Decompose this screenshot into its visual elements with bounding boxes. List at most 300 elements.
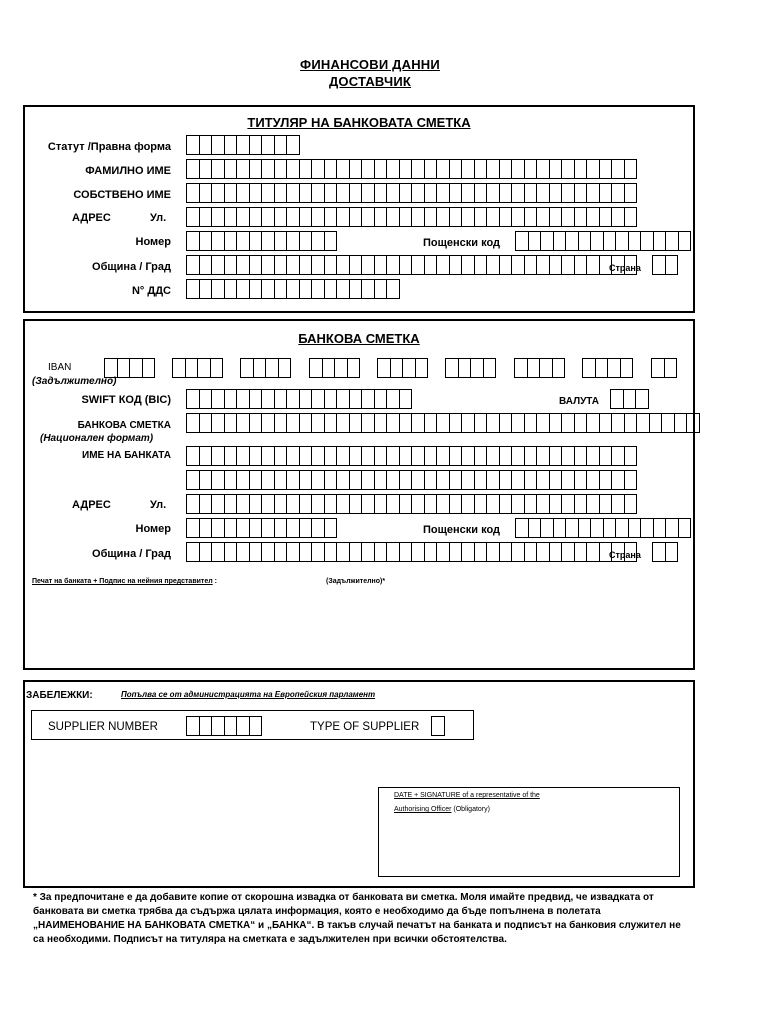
char-cell[interactable]	[325, 183, 338, 203]
char-cell[interactable]	[525, 207, 538, 227]
char-cell[interactable]	[262, 389, 275, 409]
char-cell[interactable]	[337, 389, 350, 409]
char-cell[interactable]	[275, 255, 288, 275]
char-cell[interactable]	[362, 542, 375, 562]
char-cell[interactable]	[566, 518, 579, 538]
char-cell[interactable]	[250, 231, 263, 251]
char-cell[interactable]	[187, 255, 200, 275]
char-cell[interactable]	[350, 494, 363, 514]
char-cell[interactable]	[475, 255, 488, 275]
char-cell[interactable]	[487, 542, 500, 562]
char-cell[interactable]	[237, 470, 250, 490]
char-cell[interactable]	[525, 159, 538, 179]
char-cell[interactable]	[641, 518, 654, 538]
char-cell[interactable]	[516, 231, 529, 251]
char-cell[interactable]	[525, 470, 538, 490]
char-cell[interactable]	[512, 446, 525, 466]
char-cell[interactable]	[212, 389, 225, 409]
char-cell[interactable]	[665, 358, 678, 378]
char-cell[interactable]	[325, 255, 338, 275]
char-cell[interactable]	[562, 494, 575, 514]
char-cell[interactable]	[262, 159, 275, 179]
char-cell[interactable]	[200, 542, 213, 562]
char-cell[interactable]	[325, 279, 338, 299]
char-cell[interactable]	[537, 255, 550, 275]
char-cell[interactable]	[600, 183, 613, 203]
char-cell[interactable]	[287, 279, 300, 299]
char-cell[interactable]	[250, 255, 263, 275]
char-cell[interactable]	[450, 159, 463, 179]
char-cell[interactable]	[350, 470, 363, 490]
char-cell[interactable]	[612, 413, 625, 433]
char-cell[interactable]	[400, 470, 413, 490]
char-cell[interactable]	[337, 494, 350, 514]
char-cell[interactable]	[537, 207, 550, 227]
char-cell[interactable]	[587, 470, 600, 490]
char-cell[interactable]	[312, 494, 325, 514]
char-cell[interactable]	[375, 279, 388, 299]
postcode-field[interactable]	[515, 231, 691, 251]
char-cell[interactable]	[212, 494, 225, 514]
char-cell[interactable]	[604, 518, 617, 538]
char-cell[interactable]	[537, 159, 550, 179]
char-cell[interactable]	[325, 494, 338, 514]
char-cell[interactable]	[653, 542, 666, 562]
char-cell[interactable]	[487, 207, 500, 227]
char-cell[interactable]	[687, 413, 700, 433]
char-cell[interactable]	[387, 446, 400, 466]
char-cell[interactable]	[225, 716, 238, 736]
char-cell[interactable]	[604, 231, 617, 251]
char-cell[interactable]	[200, 389, 213, 409]
char-cell[interactable]	[262, 542, 275, 562]
char-cell[interactable]	[375, 470, 388, 490]
char-cell[interactable]	[275, 470, 288, 490]
char-cell[interactable]	[325, 446, 338, 466]
char-cell[interactable]	[612, 446, 625, 466]
char-cell[interactable]	[225, 542, 238, 562]
char-cell[interactable]	[241, 358, 254, 378]
char-cell[interactable]	[575, 207, 588, 227]
char-cell[interactable]	[450, 207, 463, 227]
char-cell[interactable]	[500, 542, 513, 562]
char-cell[interactable]	[537, 542, 550, 562]
char-cell[interactable]	[237, 207, 250, 227]
char-cell[interactable]	[612, 494, 625, 514]
char-cell[interactable]	[612, 470, 625, 490]
char-cell[interactable]	[400, 494, 413, 514]
char-cell[interactable]	[362, 413, 375, 433]
city-field[interactable]	[186, 255, 637, 275]
char-cell[interactable]	[416, 358, 429, 378]
char-cell[interactable]	[624, 389, 637, 409]
firstname-field[interactable]	[186, 183, 637, 203]
char-cell[interactable]	[350, 542, 363, 562]
char-cell[interactable]	[312, 231, 325, 251]
char-cell[interactable]	[579, 518, 592, 538]
char-cell[interactable]	[387, 470, 400, 490]
char-cell[interactable]	[412, 542, 425, 562]
char-cell[interactable]	[310, 358, 323, 378]
char-cell[interactable]	[337, 255, 350, 275]
char-cell[interactable]	[312, 159, 325, 179]
char-cell[interactable]	[300, 183, 313, 203]
char-cell[interactable]	[237, 183, 250, 203]
swift-field[interactable]	[186, 389, 412, 409]
bank-name-field-2[interactable]	[186, 470, 637, 490]
char-cell[interactable]	[537, 413, 550, 433]
char-cell[interactable]	[425, 159, 438, 179]
char-cell[interactable]	[412, 413, 425, 433]
number-field[interactable]	[186, 231, 337, 251]
char-cell[interactable]	[375, 183, 388, 203]
char-cell[interactable]	[362, 494, 375, 514]
char-cell[interactable]	[279, 358, 292, 378]
bank-postcode-field[interactable]	[515, 518, 691, 538]
char-cell[interactable]	[287, 207, 300, 227]
char-cell[interactable]	[275, 135, 288, 155]
char-cell[interactable]	[200, 494, 213, 514]
char-cell[interactable]	[550, 494, 563, 514]
char-cell[interactable]	[350, 159, 363, 179]
currency-field[interactable]	[610, 389, 649, 409]
char-cell[interactable]	[562, 542, 575, 562]
char-cell[interactable]	[362, 159, 375, 179]
char-cell[interactable]	[312, 518, 325, 538]
char-cell[interactable]	[652, 358, 665, 378]
char-cell[interactable]	[525, 183, 538, 203]
char-cell[interactable]	[378, 358, 391, 378]
char-cell[interactable]	[583, 358, 596, 378]
char-cell[interactable]	[650, 413, 663, 433]
char-cell[interactable]	[362, 446, 375, 466]
char-cell[interactable]	[587, 542, 600, 562]
char-cell[interactable]	[237, 542, 250, 562]
char-cell[interactable]	[250, 183, 263, 203]
char-cell[interactable]	[312, 279, 325, 299]
char-cell[interactable]	[425, 255, 438, 275]
char-cell[interactable]	[337, 446, 350, 466]
char-cell[interactable]	[462, 494, 475, 514]
char-cell[interactable]	[312, 542, 325, 562]
char-cell[interactable]	[187, 183, 200, 203]
char-cell[interactable]	[287, 518, 300, 538]
char-cell[interactable]	[562, 159, 575, 179]
char-cell[interactable]	[553, 358, 566, 378]
char-cell[interactable]	[537, 470, 550, 490]
char-cell[interactable]	[375, 446, 388, 466]
char-cell[interactable]	[300, 389, 313, 409]
char-cell[interactable]	[337, 207, 350, 227]
char-cell[interactable]	[387, 207, 400, 227]
char-cell[interactable]	[375, 389, 388, 409]
char-cell[interactable]	[487, 413, 500, 433]
char-cell[interactable]	[575, 255, 588, 275]
char-cell[interactable]	[250, 446, 263, 466]
char-cell[interactable]	[550, 207, 563, 227]
char-cell[interactable]	[512, 470, 525, 490]
char-cell[interactable]	[537, 183, 550, 203]
iban-field-9[interactable]	[651, 358, 677, 378]
char-cell[interactable]	[487, 494, 500, 514]
char-cell[interactable]	[337, 279, 350, 299]
char-cell[interactable]	[537, 494, 550, 514]
char-cell[interactable]	[475, 183, 488, 203]
bank-number-field[interactable]	[186, 518, 337, 538]
char-cell[interactable]	[587, 159, 600, 179]
char-cell[interactable]	[173, 358, 186, 378]
char-cell[interactable]	[487, 159, 500, 179]
char-cell[interactable]	[187, 159, 200, 179]
char-cell[interactable]	[225, 183, 238, 203]
char-cell[interactable]	[554, 231, 567, 251]
char-cell[interactable]	[287, 183, 300, 203]
status-field[interactable]	[186, 135, 300, 155]
char-cell[interactable]	[636, 389, 649, 409]
char-cell[interactable]	[300, 518, 313, 538]
char-cell[interactable]	[350, 446, 363, 466]
char-cell[interactable]	[350, 207, 363, 227]
char-cell[interactable]	[362, 183, 375, 203]
char-cell[interactable]	[143, 358, 156, 378]
char-cell[interactable]	[484, 358, 497, 378]
char-cell[interactable]	[512, 413, 525, 433]
char-cell[interactable]	[462, 207, 475, 227]
char-cell[interactable]	[550, 159, 563, 179]
char-cell[interactable]	[462, 159, 475, 179]
char-cell[interactable]	[275, 446, 288, 466]
char-cell[interactable]	[250, 413, 263, 433]
char-cell[interactable]	[412, 494, 425, 514]
char-cell[interactable]	[212, 446, 225, 466]
bank-street-field[interactable]	[186, 494, 637, 514]
char-cell[interactable]	[300, 207, 313, 227]
char-cell[interactable]	[575, 159, 588, 179]
char-cell[interactable]	[287, 231, 300, 251]
char-cell[interactable]	[287, 255, 300, 275]
char-cell[interactable]	[550, 183, 563, 203]
char-cell[interactable]	[400, 413, 413, 433]
char-cell[interactable]	[616, 231, 629, 251]
char-cell[interactable]	[487, 255, 500, 275]
char-cell[interactable]	[450, 470, 463, 490]
char-cell[interactable]	[412, 255, 425, 275]
char-cell[interactable]	[237, 279, 250, 299]
char-cell[interactable]	[237, 231, 250, 251]
char-cell[interactable]	[325, 231, 338, 251]
char-cell[interactable]	[200, 279, 213, 299]
char-cell[interactable]	[625, 470, 638, 490]
char-cell[interactable]	[237, 159, 250, 179]
char-cell[interactable]	[459, 358, 472, 378]
char-cell[interactable]	[500, 446, 513, 466]
char-cell[interactable]	[425, 494, 438, 514]
char-cell[interactable]	[437, 494, 450, 514]
char-cell[interactable]	[600, 494, 613, 514]
char-cell[interactable]	[587, 255, 600, 275]
char-cell[interactable]	[250, 494, 263, 514]
char-cell[interactable]	[300, 159, 313, 179]
char-cell[interactable]	[629, 518, 642, 538]
char-cell[interactable]	[400, 542, 413, 562]
char-cell[interactable]	[587, 183, 600, 203]
char-cell[interactable]	[375, 255, 388, 275]
char-cell[interactable]	[287, 470, 300, 490]
char-cell[interactable]	[300, 470, 313, 490]
char-cell[interactable]	[666, 542, 679, 562]
char-cell[interactable]	[462, 446, 475, 466]
char-cell[interactable]	[275, 494, 288, 514]
char-cell[interactable]	[105, 358, 118, 378]
char-cell[interactable]	[387, 413, 400, 433]
char-cell[interactable]	[212, 255, 225, 275]
char-cell[interactable]	[612, 183, 625, 203]
char-cell[interactable]	[287, 494, 300, 514]
char-cell[interactable]	[212, 207, 225, 227]
char-cell[interactable]	[250, 716, 263, 736]
char-cell[interactable]	[400, 159, 413, 179]
char-cell[interactable]	[212, 231, 225, 251]
char-cell[interactable]	[187, 279, 200, 299]
char-cell[interactable]	[200, 716, 213, 736]
char-cell[interactable]	[550, 446, 563, 466]
char-cell[interactable]	[462, 413, 475, 433]
char-cell[interactable]	[412, 207, 425, 227]
char-cell[interactable]	[475, 494, 488, 514]
char-cell[interactable]	[512, 542, 525, 562]
char-cell[interactable]	[608, 358, 621, 378]
iban-field-4[interactable]	[309, 358, 360, 378]
char-cell[interactable]	[337, 542, 350, 562]
char-cell[interactable]	[529, 518, 542, 538]
char-cell[interactable]	[462, 542, 475, 562]
char-cell[interactable]	[666, 518, 679, 538]
char-cell[interactable]	[225, 159, 238, 179]
char-cell[interactable]	[412, 183, 425, 203]
char-cell[interactable]	[612, 159, 625, 179]
char-cell[interactable]	[237, 716, 250, 736]
char-cell[interactable]	[187, 716, 200, 736]
char-cell[interactable]	[611, 389, 624, 409]
char-cell[interactable]	[237, 255, 250, 275]
char-cell[interactable]	[250, 207, 263, 227]
char-cell[interactable]	[387, 279, 400, 299]
char-cell[interactable]	[187, 135, 200, 155]
char-cell[interactable]	[312, 413, 325, 433]
char-cell[interactable]	[287, 413, 300, 433]
char-cell[interactable]	[662, 413, 675, 433]
char-cell[interactable]	[537, 446, 550, 466]
char-cell[interactable]	[362, 279, 375, 299]
char-cell[interactable]	[512, 159, 525, 179]
char-cell[interactable]	[653, 255, 666, 275]
char-cell[interactable]	[575, 413, 588, 433]
char-cell[interactable]	[200, 135, 213, 155]
char-cell[interactable]	[387, 389, 400, 409]
char-cell[interactable]	[262, 207, 275, 227]
char-cell[interactable]	[679, 518, 692, 538]
char-cell[interactable]	[600, 207, 613, 227]
bank-city-field[interactable]	[186, 542, 637, 562]
char-cell[interactable]	[250, 159, 263, 179]
char-cell[interactable]	[437, 542, 450, 562]
char-cell[interactable]	[300, 542, 313, 562]
char-cell[interactable]	[262, 231, 275, 251]
char-cell[interactable]	[525, 413, 538, 433]
char-cell[interactable]	[575, 183, 588, 203]
char-cell[interactable]	[666, 231, 679, 251]
char-cell[interactable]	[187, 518, 200, 538]
char-cell[interactable]	[387, 255, 400, 275]
char-cell[interactable]	[187, 470, 200, 490]
char-cell[interactable]	[500, 255, 513, 275]
char-cell[interactable]	[186, 358, 199, 378]
char-cell[interactable]	[250, 470, 263, 490]
country-field[interactable]	[652, 255, 678, 275]
char-cell[interactable]	[250, 542, 263, 562]
char-cell[interactable]	[212, 518, 225, 538]
char-cell[interactable]	[425, 413, 438, 433]
char-cell[interactable]	[200, 207, 213, 227]
char-cell[interactable]	[500, 470, 513, 490]
char-cell[interactable]	[337, 183, 350, 203]
iban-field-2[interactable]	[172, 358, 223, 378]
char-cell[interactable]	[562, 207, 575, 227]
char-cell[interactable]	[666, 255, 679, 275]
char-cell[interactable]	[375, 159, 388, 179]
char-cell[interactable]	[437, 183, 450, 203]
char-cell[interactable]	[312, 183, 325, 203]
char-cell[interactable]	[212, 542, 225, 562]
char-cell[interactable]	[403, 358, 416, 378]
char-cell[interactable]	[275, 207, 288, 227]
char-cell[interactable]	[375, 207, 388, 227]
char-cell[interactable]	[275, 518, 288, 538]
char-cell[interactable]	[187, 389, 200, 409]
char-cell[interactable]	[541, 518, 554, 538]
char-cell[interactable]	[437, 413, 450, 433]
char-cell[interactable]	[275, 159, 288, 179]
char-cell[interactable]	[575, 494, 588, 514]
char-cell[interactable]	[679, 231, 692, 251]
char-cell[interactable]	[225, 518, 238, 538]
char-cell[interactable]	[325, 207, 338, 227]
char-cell[interactable]	[391, 358, 404, 378]
char-cell[interactable]	[287, 159, 300, 179]
char-cell[interactable]	[362, 255, 375, 275]
char-cell[interactable]	[312, 389, 325, 409]
char-cell[interactable]	[237, 389, 250, 409]
char-cell[interactable]	[312, 255, 325, 275]
char-cell[interactable]	[387, 542, 400, 562]
char-cell[interactable]	[212, 159, 225, 179]
char-cell[interactable]	[212, 135, 225, 155]
char-cell[interactable]	[450, 413, 463, 433]
char-cell[interactable]	[211, 358, 224, 378]
char-cell[interactable]	[540, 358, 553, 378]
char-cell[interactable]	[287, 389, 300, 409]
char-cell[interactable]	[596, 358, 609, 378]
char-cell[interactable]	[450, 446, 463, 466]
char-cell[interactable]	[475, 446, 488, 466]
char-cell[interactable]	[400, 389, 413, 409]
char-cell[interactable]	[621, 358, 634, 378]
char-cell[interactable]	[637, 413, 650, 433]
char-cell[interactable]	[500, 159, 513, 179]
char-cell[interactable]	[612, 207, 625, 227]
char-cell[interactable]	[200, 183, 213, 203]
char-cell[interactable]	[525, 542, 538, 562]
